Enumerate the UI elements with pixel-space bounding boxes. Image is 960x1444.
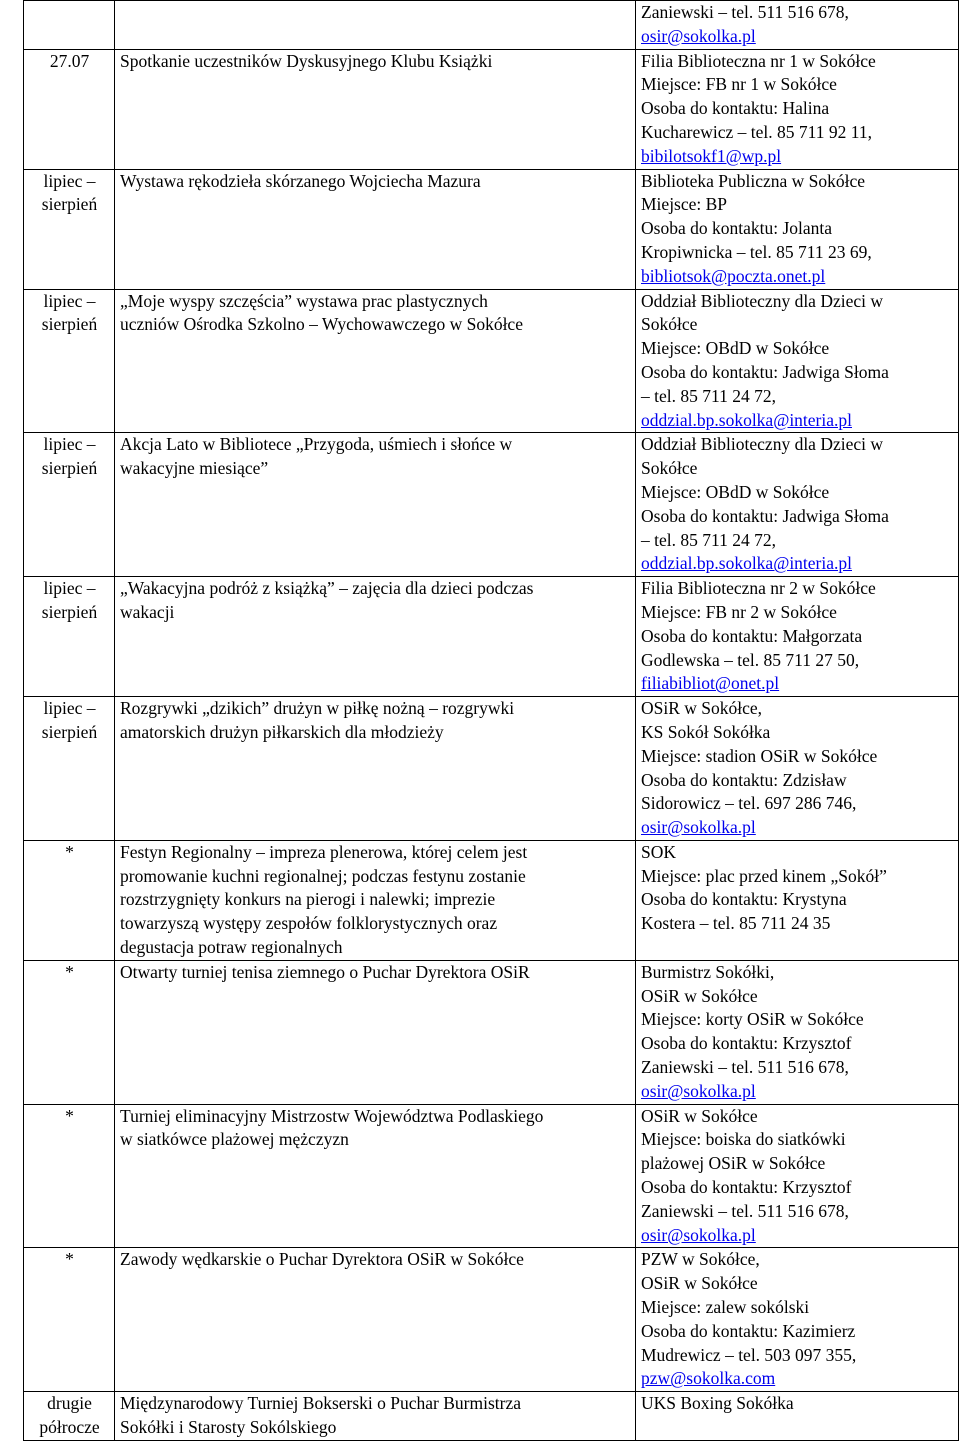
event-description: Sokółki i Starosty Sokólskiego [120, 1417, 337, 1438]
event-description-cell [115, 1392, 636, 1441]
event-organizer: Biblioteka Publiczna w Sokółce [641, 170, 866, 191]
table-row [24, 433, 959, 577]
event-description-cell [115, 289, 636, 433]
event-description: amatorskich drużyn piłkarskich dla młodzieży [120, 721, 444, 742]
event-description: towarzyszą występy zespołów folklorystycznych oraz [120, 913, 498, 934]
event-organizer: Miejsce: zalew sokólski [641, 1297, 810, 1318]
contact-email-link[interactable]: osir@sokolka.pl [641, 1224, 756, 1245]
event-organizer: – tel. 85 711 24 72, [641, 529, 776, 550]
event-organizer-cell [636, 960, 959, 1104]
event-organizer: OSiR w Sokółce, [641, 698, 763, 719]
table-row [24, 1248, 959, 1392]
table-row [24, 697, 959, 841]
contact-email-link[interactable]: osir@sokolka.pl [641, 25, 756, 46]
event-description-cell [115, 433, 636, 577]
event-description: Międzynarodowy Turniej Bokserski o Puchar Burmistrza [120, 1393, 521, 1414]
event-organizer: Osoba do kontaktu: Krystyna [641, 889, 847, 910]
event-organizer: Zaniewski – tel. 511 516 678, [641, 1200, 849, 1221]
event-description: w siatkówce plażowej mężczyzn [120, 1129, 349, 1150]
event-organizer: Zaniewski – tel. 511 516 678, [641, 1057, 849, 1078]
contact-email-link[interactable]: oddzial.bp.sokolka@interia.pl [641, 553, 852, 574]
table-row [24, 169, 959, 289]
event-description: Zawody wędkarskie o Puchar Dyrektora OSiR w Sokółce [120, 1249, 524, 1270]
event-organizer: OSiR w Sokółce [641, 1105, 758, 1126]
event-description: Festyn Regionalny – impreza plenerowa, której celem jest [120, 841, 528, 862]
event-date-cell [24, 289, 115, 433]
event-description-cell [115, 960, 636, 1104]
event-organizer: Miejsce: korty OSiR w Sokółce [641, 1009, 864, 1030]
event-date-cell [24, 840, 115, 960]
events-table-body [24, 1, 959, 1441]
contact-email-link[interactable]: filiabibliot@onet.pl [641, 673, 780, 694]
event-description: Rozgrywki „dzikich” drużyn w piłkę nożną – rozgrywki [120, 698, 515, 719]
event-description: Akcja Lato w Bibliotece „Przygoda, uśmiech i słońce w [120, 434, 513, 455]
contact-email-link[interactable]: osir@sokolka.pl [641, 817, 756, 838]
event-organizer: Osoba do kontaktu: Kazimierz [641, 1320, 856, 1341]
event-organizer: Miejsce: stadion OSiR w Sokółce [641, 745, 878, 766]
contact-email-link[interactable]: osir@sokolka.pl [641, 1080, 756, 1101]
event-description-cell [115, 577, 636, 697]
event-date: lipiec – [43, 290, 96, 311]
event-organizer: Zaniewski – tel. 511 516 678, [641, 2, 849, 22]
contact-email-link[interactable]: bibilotsokf1@wp.pl [641, 145, 782, 166]
event-description: wakacji [120, 601, 175, 622]
event-organizer: Osoba do kontaktu: Krzysztof [641, 1033, 852, 1054]
event-date-cell [24, 433, 115, 577]
event-date: sierpień [41, 194, 98, 215]
events-table [23, 0, 959, 1441]
event-description-cell [115, 697, 636, 841]
table-row [24, 1, 959, 50]
contact-email-link[interactable]: bibliotsok@poczta.onet.pl [641, 265, 826, 286]
event-date: * [65, 1249, 74, 1270]
event-organizer: Filia Biblioteczna nr 2 w Sokółce [641, 578, 876, 599]
event-organizer: Miejsce: boiska do siatkówki [641, 1129, 846, 1150]
event-date-cell [24, 1, 115, 50]
event-date: 27.07 [49, 50, 90, 71]
event-organizer-cell [636, 49, 959, 169]
event-date-cell [24, 1248, 115, 1392]
event-description: Otwarty turniej tenisa ziemnego o Puchar Dyrektora OSiR [120, 961, 530, 982]
event-organizer: Osoba do kontaktu: Małgorzata [641, 625, 863, 646]
event-description: „Moje wyspy szczęścia” wystawa prac plastycznych [120, 290, 488, 311]
event-organizer: Miejsce: OBdD w Sokółce [641, 481, 830, 502]
event-organizer: Sokółce [641, 314, 698, 335]
event-organizer: Miejsce: FB nr 2 w Sokółce [641, 601, 837, 622]
event-date: * [65, 1105, 74, 1126]
event-organizer-cell [636, 289, 959, 433]
event-organizer-cell [636, 1248, 959, 1392]
event-date: lipiec – [43, 170, 96, 191]
table-row [24, 49, 959, 169]
event-organizer: SOK [641, 841, 677, 862]
event-description-cell [115, 1, 636, 50]
event-description-cell [115, 840, 636, 960]
table-row [24, 1392, 959, 1441]
table-row [24, 289, 959, 433]
event-date-cell [24, 1392, 115, 1441]
event-date: sierpień [41, 458, 98, 479]
event-description-cell [115, 169, 636, 289]
event-date-cell [24, 169, 115, 289]
event-organizer-cell [636, 433, 959, 577]
event-description: promowanie kuchni regionalnej; podczas festynu zostanie [120, 865, 526, 886]
event-organizer: Osoba do kontaktu: Jadwiga Słoma [641, 505, 889, 526]
event-date: sierpień [41, 314, 98, 335]
table-row [24, 840, 959, 960]
event-description: rozstrzygnięty konkurs na pierogi i nalewki; imprezie [120, 889, 496, 910]
event-organizer: Osoba do kontaktu: Jadwiga Słoma [641, 361, 889, 382]
table-row [24, 577, 959, 697]
event-organizer: KS Sokół Sokółka [641, 721, 771, 742]
event-organizer: Kucharewicz – tel. 85 711 92 11, [641, 121, 872, 142]
event-date: sierpień [41, 601, 98, 622]
event-date-cell [24, 960, 115, 1104]
event-organizer-cell [636, 697, 959, 841]
event-organizer-cell [636, 169, 959, 289]
event-date: * [65, 961, 74, 982]
event-organizer: Osoba do kontaktu: Zdzisław [641, 769, 847, 790]
event-description-cell [115, 49, 636, 169]
event-description: wakacyjne miesiące” [120, 458, 269, 479]
event-organizer: Sidorowicz – tel. 697 286 746, [641, 793, 857, 814]
event-organizer: Kostera – tel. 85 711 24 35 [641, 913, 831, 934]
contact-email-link[interactable]: oddzial.bp.sokolka@interia.pl [641, 409, 852, 430]
event-organizer-cell [636, 1, 959, 50]
event-organizer: Mudrewicz – tel. 503 097 355, [641, 1344, 857, 1365]
event-date: * [65, 841, 74, 862]
event-organizer: Kropiwnicka – tel. 85 711 23 69, [641, 241, 872, 262]
event-organizer: Osoba do kontaktu: Halina [641, 98, 830, 119]
event-description: „Wakacyjna podróż z książką” – zajęcia dla dzieci podczas [120, 578, 534, 599]
event-organizer-cell [636, 1392, 959, 1441]
event-description: Spotkanie uczestników Dyskusyjnego Klubu Książki [120, 50, 493, 71]
event-date-cell [24, 697, 115, 841]
contact-email-link[interactable]: pzw@sokolka.com [641, 1368, 776, 1389]
event-organizer: Oddział Biblioteczny dla Dzieci w [641, 434, 884, 455]
event-organizer: Miejsce: BP [641, 194, 728, 215]
event-date-cell [24, 49, 115, 169]
event-date-cell [24, 577, 115, 697]
event-organizer: Miejsce: plac przed kinem „Sokół” [641, 865, 887, 886]
event-organizer: Burmistrz Sokółki, [641, 961, 775, 982]
event-organizer: PZW w Sokółce, [641, 1249, 760, 1270]
event-organizer: Filia Biblioteczna nr 1 w Sokółce [641, 50, 876, 71]
event-description: Turniej eliminacyjny Mistrzostw Województwa Podlaskiego [120, 1105, 544, 1126]
event-date: drugie [47, 1393, 92, 1414]
event-organizer: Miejsce: FB nr 1 w Sokółce [641, 74, 837, 95]
event-organizer-cell [636, 577, 959, 697]
event-description: degustacja potraw regionalnych [120, 937, 343, 958]
event-organizer: Godlewska – tel. 85 711 27 50, [641, 649, 860, 670]
event-organizer: OSiR w Sokółce [641, 1273, 758, 1294]
event-organizer: OSiR w Sokółce [641, 985, 758, 1006]
event-organizer-cell [636, 1104, 959, 1248]
event-date: lipiec – [43, 578, 96, 599]
event-organizer: UKS Boxing Sokółka [641, 1393, 794, 1414]
event-organizer-cell [636, 840, 959, 960]
event-description-cell [115, 1248, 636, 1392]
table-row [24, 1104, 959, 1248]
event-date-cell [24, 1104, 115, 1248]
event-organizer: Sokółce [641, 458, 698, 479]
event-organizer: Oddział Biblioteczny dla Dzieci w [641, 290, 884, 311]
event-description-cell [115, 1104, 636, 1248]
event-organizer: – tel. 85 711 24 72, [641, 385, 776, 406]
event-organizer: Osoba do kontaktu: Krzysztof [641, 1177, 852, 1198]
event-organizer: Miejsce: OBdD w Sokółce [641, 338, 830, 359]
event-organizer: Osoba do kontaktu: Jolanta [641, 218, 833, 239]
event-date: lipiec – [43, 698, 96, 719]
event-date: półrocze [39, 1417, 100, 1438]
table-row [24, 960, 959, 1104]
event-organizer: plażowej OSiR w Sokółce [641, 1153, 826, 1174]
event-description: uczniów Ośrodka Szkolno – Wychowawczego w Sokółce [120, 314, 523, 335]
event-description: Wystawa rękodzieła skórzanego Wojciecha Mazura [120, 170, 481, 191]
event-date: sierpień [41, 721, 98, 742]
event-date: lipiec – [43, 434, 96, 455]
